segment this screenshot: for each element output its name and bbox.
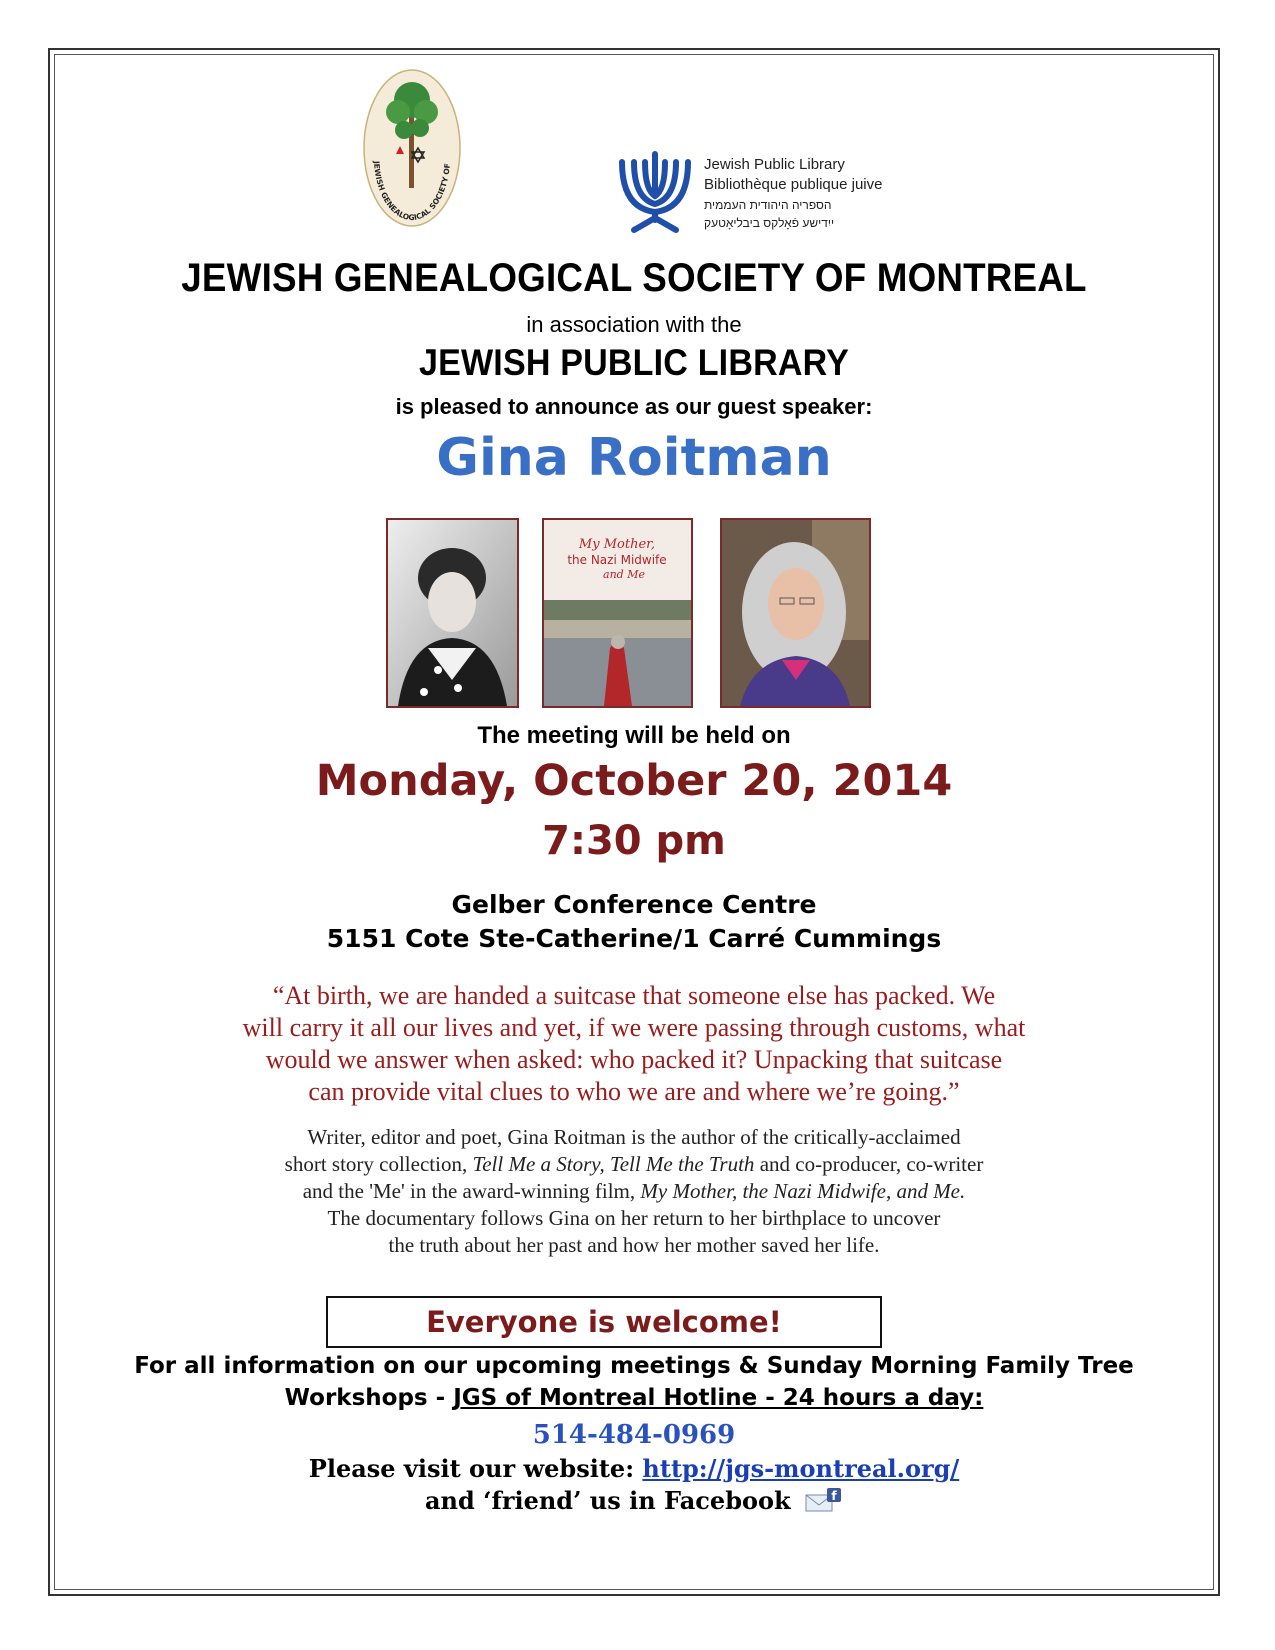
quote-line: “At birth, we are handed a suitcase that someone else has packed. We xyxy=(272,981,996,1010)
venue-name: Gelber Conference Centre xyxy=(451,890,817,919)
partner-title: JEWISH PUBLIC LIBRARY xyxy=(418,342,850,383)
book-title-line1: My Mother, xyxy=(578,537,656,552)
jpl-name-fr: Bibliothèque publique juive xyxy=(704,176,883,193)
announce-text: is pleased to announce as our guest speaker: xyxy=(395,394,873,419)
welcome-banner: Everyone is welcome! xyxy=(326,1296,882,1348)
meeting-date: Monday, October 20, 2014 xyxy=(315,756,953,806)
venue-address: 5151 Cote Ste-Catherine/1 Carré Cummings xyxy=(326,924,942,953)
bio-text: and co-producer, co-writer xyxy=(754,1152,984,1176)
jpl-name-en: Jewish Public Library xyxy=(704,156,845,173)
jgs-ring-text: JEWISH GENEALOGICAL SOCIETY OF xyxy=(372,160,452,223)
book-cover-image xyxy=(542,518,693,708)
book-title-line3: and Me xyxy=(603,568,645,581)
info-line-2 xyxy=(56,1382,1212,1414)
meeting-intro: The meeting will be held on xyxy=(477,722,791,749)
facebook-icon[interactable] xyxy=(805,1487,843,1513)
facebook-line xyxy=(56,1486,1212,1515)
quote-line: would we answer when asked: who packed it? Unpacking that suitcase xyxy=(265,1045,1003,1074)
jpl-name-he: הספריה היהודית העממית xyxy=(704,198,832,212)
quote-line: will carry it all our lives and yet, if we were passing through customs, what xyxy=(242,1013,1026,1042)
hotline-text: JGS of Montreal Hotline - 24 hours a day: xyxy=(453,1385,984,1411)
jpl-logo xyxy=(612,150,902,240)
bio-line: the truth about her past and how her mother saved her life. xyxy=(388,1233,880,1257)
speaker-portrait-bw xyxy=(386,518,519,708)
svg-text:f: f xyxy=(831,1489,837,1503)
speaker-name: Gina Roitman xyxy=(436,428,832,488)
jgs-logo xyxy=(362,68,462,228)
bio-line xyxy=(56,1151,1212,1178)
quote-line: can provide vital clues to who we are and where we’re going.” xyxy=(308,1077,960,1106)
bio-block xyxy=(56,1124,1212,1259)
info-text: Workshops - xyxy=(284,1385,454,1411)
org-title: JEWISH GENEALOGICAL SOCIETY OF MONTREAL xyxy=(181,256,1087,300)
book-title: Tell Me a Story, Tell Me the Truth xyxy=(472,1152,755,1176)
film-title: My Mother, the Nazi Midwife, and Me. xyxy=(640,1179,966,1203)
meeting-time: 7:30 pm xyxy=(542,818,726,864)
bio-line: The documentary follows Gina on her return to her birthplace to uncover xyxy=(327,1206,941,1230)
info-line-1: For all information on our upcoming meetings & Sunday Morning Family Tree xyxy=(134,1353,1134,1379)
association-text: in association with the xyxy=(526,312,742,337)
website-line xyxy=(56,1454,1212,1483)
hotline-phone[interactable]: 514-484-0969 xyxy=(532,1420,736,1450)
website-link[interactable]: http://jgs-montreal.org/ xyxy=(642,1454,960,1483)
book-title-line2: the Nazi Midwife xyxy=(567,553,667,567)
bio-line: Writer, editor and poet, Gina Roitman is the author of the critically-acclaimed xyxy=(307,1125,961,1149)
bio-line xyxy=(56,1178,1212,1205)
speaker-portrait-color xyxy=(720,518,871,708)
facebook-text: and ‘friend’ us in Facebook xyxy=(425,1486,791,1515)
menorah-icon xyxy=(612,150,698,234)
jpl-name-yi: ייִדישע פֿאָלקס ביבליאָטעק xyxy=(704,216,835,230)
bio-text: short story collection, xyxy=(284,1152,473,1176)
bio-text: and the 'Me' in the award-winning film, xyxy=(302,1179,641,1203)
website-label: Please visit our website: xyxy=(308,1454,643,1483)
quote-block xyxy=(56,980,1212,1108)
